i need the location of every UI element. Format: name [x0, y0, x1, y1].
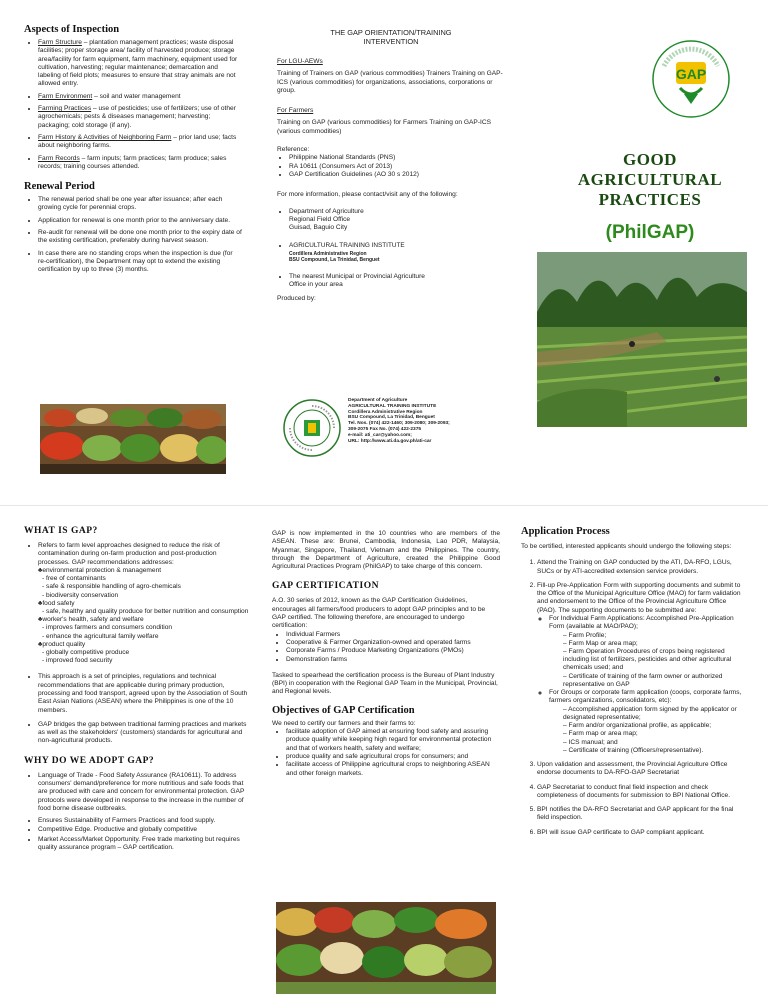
- list-item: • In case there are no standing crops when the inspection is due (for re-certification), the Department may opt to extend the existing certification by up to three (3) months.: [38, 250, 242, 275]
- fold-divider: [0, 505, 768, 506]
- list-item: • This approach is a set of principles, regulations and technical recommendations that are applicable during primary production, processing and food transport, agreed upon by the Association of South East Asian Nations (ASEAN) where the Philippines is one of the 10 members.: [38, 673, 250, 714]
- list-item: ◦ For Groups or corporate farm application (coops, corporate farms, farmers organizations, consolidators, etc): – Accomplished application form signed by the applicator or designated representative; – Farm and/or organizational profile, as applicable; – Farm map or area map; – ICS manual; and – Certificate of training (Officers/representative).: [549, 689, 747, 755]
- why-adopt-title: WHY DO WE ADOPT GAP?: [24, 755, 155, 766]
- produce-market-photo: [276, 902, 496, 994]
- intervention-title: THE GAP ORIENTATION/TRAINING INTERVENTION: [330, 28, 452, 46]
- list-item: • facilitate access of Philippine agricultural crops to neighboring ASEAN and other foreign markets.: [286, 761, 500, 778]
- lgu-heading: For LGU-AEWs: [277, 58, 323, 65]
- list-item: • Farm Environment – soil and water management: [38, 93, 242, 101]
- gap-certification-title: GAP CERTIFICATION: [272, 581, 379, 592]
- list-item: • The renewal period shall be one year after issuance; after each growing cycle for perennial crops.: [38, 196, 242, 213]
- certification-panel: [272, 530, 500, 778]
- application-panel: [521, 526, 747, 843]
- list-item: • Philippine National Standards (PNS): [289, 154, 505, 162]
- objectives-title: Objectives of GAP Certification: [272, 704, 415, 716]
- step-item: 6. BPI will issue GAP certificate to GAP compliant applicant.: [537, 829, 747, 837]
- renewal-list: [24, 196, 242, 274]
- list-item: • Competitive Edge. Productive and globally competitive: [38, 826, 250, 834]
- list-item: • Application for renewal is one month prior to the anniversary date.: [38, 217, 242, 225]
- certification-paragraph: A.O. 30 series of 2012, known as the GAP Certification Guidelines, encourages all farmers/food producers to adopt GAP principles and to be GAP certified. The following therefore, are encouraged to undergo certification:: [272, 597, 486, 630]
- step-item: 4. GAP Secretariat to conduct final field inspection and check completeness of documents for submission to BPI National Office.: [537, 784, 747, 801]
- list-item: ◦ For Individual Farm Applications: Accomplished Pre-Application Form (available at MAO/PAO); – Farm Profile; – Farm Map or area map; – Farm Operation Procedures of crops being registered including list of fertilizers, pesticides and other agricultural chemicals used; and – Certificate of training of the farm owner or authorized representative on GAP: [549, 615, 747, 689]
- reference-list: [277, 154, 505, 179]
- contact-item: • The nearest Municipal or Provincial Agriculture Office in your area: [289, 273, 505, 290]
- what-is-gap-list: [24, 542, 250, 746]
- list-item: • Ensures Sustainability of Farmers Practices and food supply.: [38, 817, 250, 825]
- application-intro: To be certified, interested applicants should undergo the following steps:: [521, 543, 732, 550]
- cover-subtitle: (PhilGAP): [605, 222, 695, 243]
- objectives-intro: We need to certify our farmers and their farms to:: [272, 719, 416, 727]
- list-item: • Farm Records – farm inputs; farm practices; farm produce; sales records; training courses attended.: [38, 155, 242, 172]
- list-item: • facilitate adoption of GAP aimed at ensuring food safety and assuring produce quality while keeping high regard for environmental protection and that of workers health, safety and welfare;: [286, 728, 500, 753]
- gap-logo: [650, 38, 732, 120]
- objectives-list: [272, 728, 500, 778]
- list-item: • Demonstration farms: [286, 656, 500, 664]
- aspects-title: Aspects of Inspection: [24, 24, 120, 35]
- producer-info: Department of Agriculture AGRICULTURAL TRAINING INSTITUTE Cordillera Administrative Region BSU Compound, La Trinidad, Benguet Tel. Nos. (074) 422-1460; 309-2080; 309-2093; 309-2075 Fax No. (074) 422-2375 e-mail: ati_car@yahoo.com; URL: http://www.ati.da.gov.ph/ati-car: [348, 398, 450, 444]
- list-item: • Farming Practices – use of pesticides; use of fertilizers; use of other agrochemicals; pests & diseases management; harvesting; packaging; cold storage (if any).: [38, 105, 242, 130]
- what-is-gap-title: WHAT IS GAP?: [24, 526, 98, 536]
- farm-field-photo: [537, 252, 747, 427]
- gap-logo-text: GAP: [675, 66, 707, 82]
- step-item: 2. Fill-up Pre-Application Form with supporting documents and submit to the Office of the Municipal Agriculture Office (MAO) for farm validation and endorsement to the Office of the Provincial Agriculture Office (PAO). The supporting documents to be submitted are: ◦ For Individual Farm Applications: Accomplished Pre-Application Form (available at MAO/PAO); – Farm Profile; – Farm Map or area map; – Farm Operation Procedures of crops being registered including list of fertilizers, pesticides and other agricultural chemicals used; and – Certificate of training of the farm owner or authorized representative on GAP ◦ For Groups or corporate farm application (coops, corporate farms, farmers organizations, consolidators, etc): – Accomplished application form signed by the applicator or designated representative; – Farm and/or organizational profile, as applicable; – Farm map or area map; – ICS manual; and – Certificate of training (Officers/representative).: [537, 582, 747, 755]
- list-item: • GAP bridges the gap between traditional farming practices and markets as well as the stakeholders' (customers) standards for agricultural and non-agricultural products.: [38, 721, 250, 746]
- more-info-text: For more information, please contact/visit any of the following:: [277, 191, 458, 199]
- list-item: • GAP Certification Guidelines (AO 30 s 2012): [289, 171, 505, 179]
- certification-list: [272, 631, 500, 664]
- ati-seal-logo: [282, 398, 342, 458]
- what-is-gap-panel: [24, 526, 250, 856]
- renewal-title: Renewal Period: [24, 181, 95, 193]
- contact-list: [277, 208, 505, 290]
- intervention-panel: [277, 28, 505, 304]
- asean-paragraph: GAP is now implemented in the 10 countries who are members of the ASEAN. These are: Brunei, Cambodia, Indonesia, Lao PDR, Malaysia, Myanmar, Singapore, Thailand, Vietnam and the Philippines. The country, through the Department of Agriculture, created the Philippine Good Agricultural Practices Program (PhilGAP) to take charge of this concern.: [272, 530, 500, 571]
- why-adopt-list: [24, 772, 250, 853]
- produced-by-label: Produced by:: [277, 295, 316, 303]
- step-item: 3. Upon validation and assessment, the Provincial Agriculture Office endorse documents to DA-RFO-GAP Secretariat: [537, 761, 747, 778]
- aspects-panel: [24, 24, 242, 279]
- aspects-list: [24, 39, 242, 171]
- reference-heading: Reference:: [277, 146, 310, 154]
- list-item: • Cooperative & Farmer Organization-owned and operated farms: [286, 639, 500, 647]
- application-steps: [521, 559, 747, 837]
- list-item: • RA 10611 (Consumers Act of 2013): [289, 163, 505, 171]
- list-item: • Farm Structure – plantation management practices; waste disposal facilities; proper storage area/ facility of harvested produce; storage area/facility for farm equipment, farm machinery, equipment used for cultivation, harvesting; regular maintenance; demarcation and labeling of field plots; measures to ensure that stray animals are not allowed entry.: [38, 39, 242, 89]
- vegetable-market-photo: [40, 404, 226, 474]
- bpi-paragraph: Tasked to spearhead the certification process is the Bureau of Plant Industry (BPI) in cooperation with the Regional GAP Team in the Municipal, Provincial, and Regional levels.: [272, 671, 498, 696]
- list-item: • Market Access/Market Opportunity. Free trade marketing but requires quality assurance program – GAP certification.: [38, 836, 250, 853]
- list-item: • Refers to farm level approaches designed to reduce the risk of contamination during on-farm production and post-production processes. GAP recommendations addresses: ♣environmental protection & management - free of contaminants - safe & responsible handling of agro-chemicals - biodiversity conservation ♣food safety - safe, healthy and quality produce for better nutrition and consumption ♣worker's health, safety and welfare - improves farmers and consumers condition - enhance the agricultural family welfare ♣product quality - globally competitive produce - improved food security: [38, 542, 250, 665]
- contact-item: • AGRICULTURAL TRAINING INSTITUTE Cordillera Administrative Region BSU Compound, La Trinidad, Benguet: [289, 242, 505, 262]
- list-item: • Re-audit for renewal will be done one month prior to the expiry date of the existing certification, preferably during harvest season.: [38, 229, 242, 246]
- cover-title: GOOD AGRICULTURAL PRACTICES: [577, 150, 723, 209]
- step-item: 5. BPI notifies the DA-RFO Secretariat and GAP applicant for the final field inspection.: [537, 806, 747, 823]
- lgu-text: Training of Trainers on GAP (various commodities) Trainers Training on GAP-ICS (various commodities) for organizations, associations, corporations or group.: [277, 70, 503, 94]
- farmers-heading: For Farmers: [277, 107, 314, 115]
- list-item: • Language of Trade - Food Safety Assurance (RA10611). To address consumers' demand/preference for more nutritious and safe foods that are produced with care and concern for environmental protection. GAP protocols were developed in response to the increase in the number of food borne disease outbreaks.: [38, 772, 250, 813]
- list-item: • Individual Farmers: [286, 631, 500, 639]
- farmers-text: Training on GAP (various commodities) for Farmers Training on GAP-ICS (various commodities): [277, 119, 492, 135]
- list-item: • Corporate Farms / Produce Marketing Organizations (PMOs): [286, 647, 500, 655]
- step-item: 1. Attend the Training on GAP conducted by the ATI, DA-RFO, LGUs, SUCs or by ATI-accredited extension service providers.: [537, 559, 747, 576]
- list-item: • produce quality and safe agricultural crops for consumers; and: [286, 753, 500, 761]
- contact-item: • Department of Agriculture Regional Field Office Guisad, Baguio City: [289, 208, 505, 233]
- list-item: • Farm History & Activities of Neighboring Farm – prior land use; facts about neighboring farms.: [38, 134, 242, 151]
- application-title: Application Process: [521, 526, 610, 537]
